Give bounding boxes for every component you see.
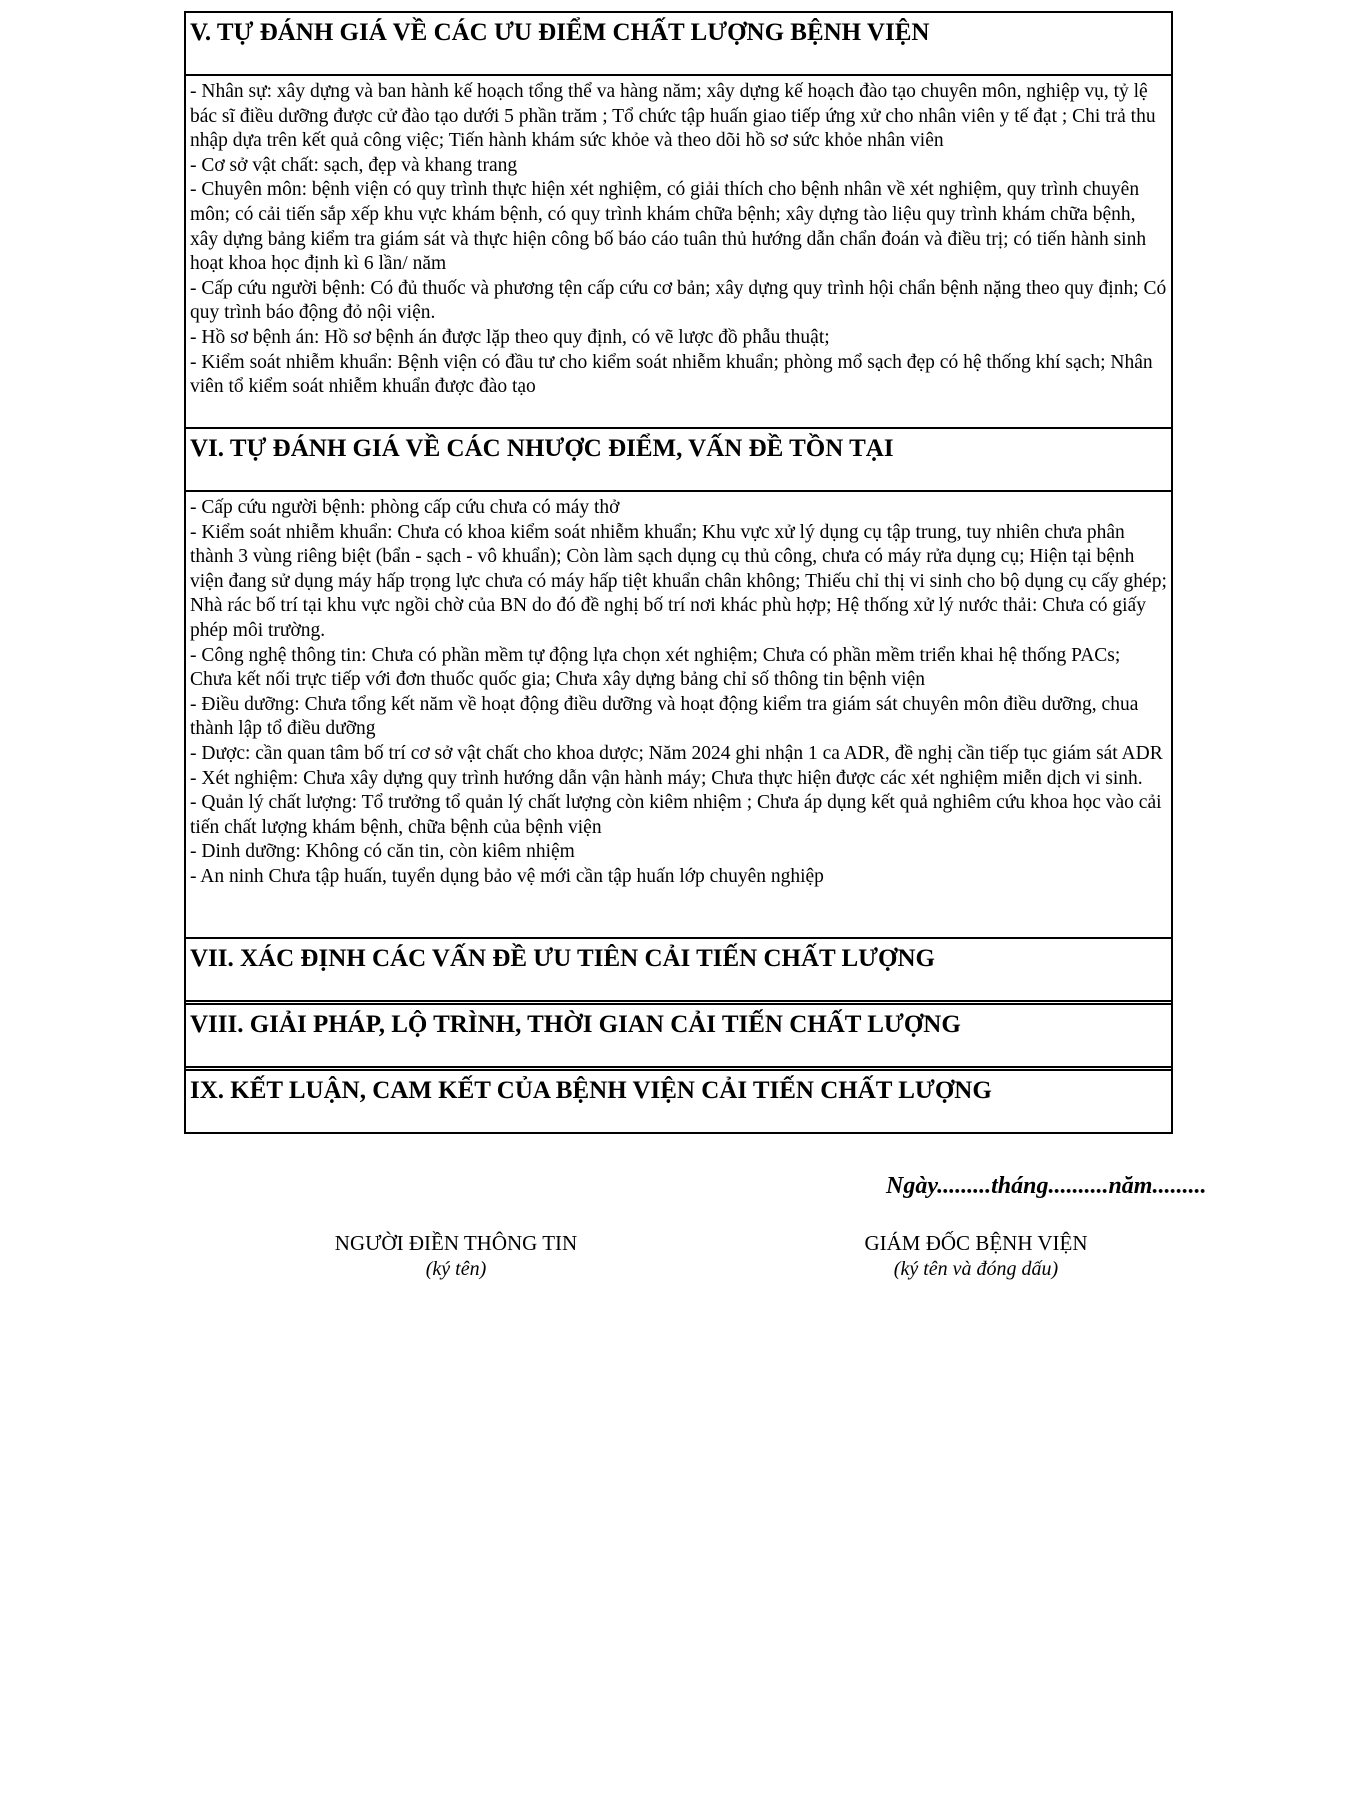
- list-item: - Kiểm soát nhiễm khuẩn: Chưa có khoa kiểm soát nhiễm khuẩn; Khu vực xử lý dụng cụ tập trung, tuy nhiên chưa phân thành 3 vùng riêng biệt (bẩn - sạch - vô khuẩn); Còn làm sạch dụng cụ thủ công, chưa có máy rửa dụng cụ; Hiện tại bệnh viện đang sử dụng máy hấp trọng lực chưa có máy hấp tiệt khuẩn chân không; Thiếu chỉ thị vi sinh cho bộ dụng cụ cấy ghép; Nhà rác bố trí tại khu vực ngồi chờ của BN do đó đề nghị bố trí nơi khác phù hợp; Hệ thống xử lý nước thải: Chưa có giấy phép môi trường.: [190, 521, 1167, 641]
- signer-left: [296, 1230, 616, 1282]
- section-vi-content: [186, 492, 1171, 939]
- signer-left-title: NGƯỜI ĐIỀN THÔNG TIN: [334, 1231, 578, 1255]
- section-viii-title: VIII. GIẢI PHÁP, LỘ TRÌNH, THỜI GIAN CẢI TIẾN CHẤT LƯỢNG: [186, 1005, 1171, 1068]
- section-v-title: V. TỰ ĐÁNH GIÁ VỀ CÁC ƯU ĐIỂM CHẤT LƯỢNG BỆNH VIỆN: [186, 13, 1171, 76]
- assessment-table: [184, 11, 1173, 1134]
- list-item: - Dinh dưỡng: Không có căn tin, còn kiêm nhiệm: [190, 841, 575, 863]
- signer-right-note: (ký tên và đóng dấu): [893, 1258, 1059, 1280]
- list-item: - An ninh Chưa tập huấn, tuyển dụng bảo vệ mới cần tập huấn lớp chuyên nghiệp: [190, 865, 824, 887]
- list-item: - Xét nghiệm: Chưa xây dựng quy trình hướng dẫn vận hành máy; Chưa thực hiện được các xét nghiệm miễn dịch vi sinh.: [190, 767, 1143, 789]
- list-item: - Cấp cứu người bệnh: Có đủ thuốc và phương tện cấp cứu cơ bản; xây dựng quy trình hội chẩn bệnh nặng theo quy định; Có quy trình báo động đỏ nội viện.: [190, 277, 1167, 324]
- list-item: - Nhân sự: xây dựng và ban hành kế hoạch tổng thể va hàng năm; xây dựng kế hoạch đào tạo chuyên môn, nghiệp vụ, tỷ lệ bác sĩ điều dưỡng được cử đào tạo dưới 5 phần trăm ; Tổ chức tập huấn giao tiếp ứng xử cho nhân viên y tế đạt ; Chi trả thu nhập dựa trên kết quả công việc; Tiến hành khám sức khỏe và theo dõi hồ sơ sức khỏe nhân viên: [190, 81, 1156, 152]
- signer-right-title: GIÁM ĐỐC BỆNH VIỆN: [864, 1231, 1088, 1255]
- section-vii-title: VII. XÁC ĐỊNH CÁC VẤN ĐỀ ƯU TIÊN CẢI TIẾN CHẤT LƯỢNG: [186, 939, 1171, 1002]
- section-ix-title: IX. KẾT LUẬN, CAM KẾT CỦA BỆNH VIỆN CẢI TIẾN CHẤT LƯỢNG: [186, 1071, 1171, 1134]
- list-item: - Kiểm soát nhiễm khuẩn: Bệnh viện có đầu tư cho kiểm soát nhiễm khuẩn; phòng mổ sạch đẹp có hệ thống khí sạch; Nhân viên tổ kiểm soát nhiễm khuẩn được đào tạo: [190, 351, 1153, 398]
- list-item: - Cơ sở vật chất: sạch, đẹp và khang trang: [190, 154, 518, 176]
- section-vi-title: VI. TỰ ĐÁNH GIÁ VỀ CÁC NHƯỢC ĐIỂM, VẤN ĐỀ TỒN TẠI: [186, 429, 1171, 492]
- list-item: - Chuyên môn: bệnh viện có quy trình thực hiện xét nghiệm, có giải thích cho bệnh nhân về xét nghiệm, quy trình chuyên môn; có cải tiến sắp xếp khu vực khám bệnh, có quy trình khám chữa bệnh; xây dựng tào liệu quy trình khám chữa bệnh, xây dựng bảng kiểm tra giám sát và thực hiện công bố báo cáo tuân thủ hướng dẫn chẩn đoán và điều trị; có tiến hành sinh hoạt khoa học định kì 6 lần/ năm: [190, 179, 1147, 275]
- list-item: - Quản lý chất lượng: Tổ trưởng tổ quản lý chất lượng còn kiêm nhiệm ; Chưa áp dụng kết quả nghiêm cứu khoa học vào cải tiến chất lượng khám bệnh, chữa bệnh của bệnh viện: [190, 792, 1162, 838]
- signer-left-note: (ký tên): [425, 1258, 487, 1280]
- list-item: - Dược: cần quan tâm bố trí cơ sở vật chất cho khoa dược; Năm 2024 ghi nhận 1 ca ADR, đề nghị cần tiếp tục giám sát ADR: [190, 742, 1163, 764]
- signer-right: [826, 1230, 1126, 1282]
- section-v-content: [186, 76, 1171, 429]
- list-item: - Hồ sơ bệnh án: Hồ sơ bệnh án được lặp theo quy định, có vẽ lược đồ phẫu thuật;: [190, 326, 830, 348]
- date-line: Ngày.........tháng..........năm.........: [886, 1173, 1207, 1199]
- list-item: - Công nghệ thông tin: Chưa có phần mềm tự động lựa chọn xét nghiệm; Chưa có phần mềm triển khai hệ thống PACs; Chưa kết nối trực tiếp với đơn thuốc quốc gia; Chưa xây dựng bảng chỉ số thông tin bệnh viện: [190, 644, 1121, 691]
- list-item: - Điều dưỡng: Chưa tổng kết năm về hoạt động điều dưỡng và hoạt động kiểm tra giám sát chuyên môn điều dưỡng, chua thành lập tổ điều dưỡng: [190, 693, 1139, 740]
- list-item: - Cấp cứu người bệnh: phòng cấp cứu chưa có máy thở: [190, 497, 620, 518]
